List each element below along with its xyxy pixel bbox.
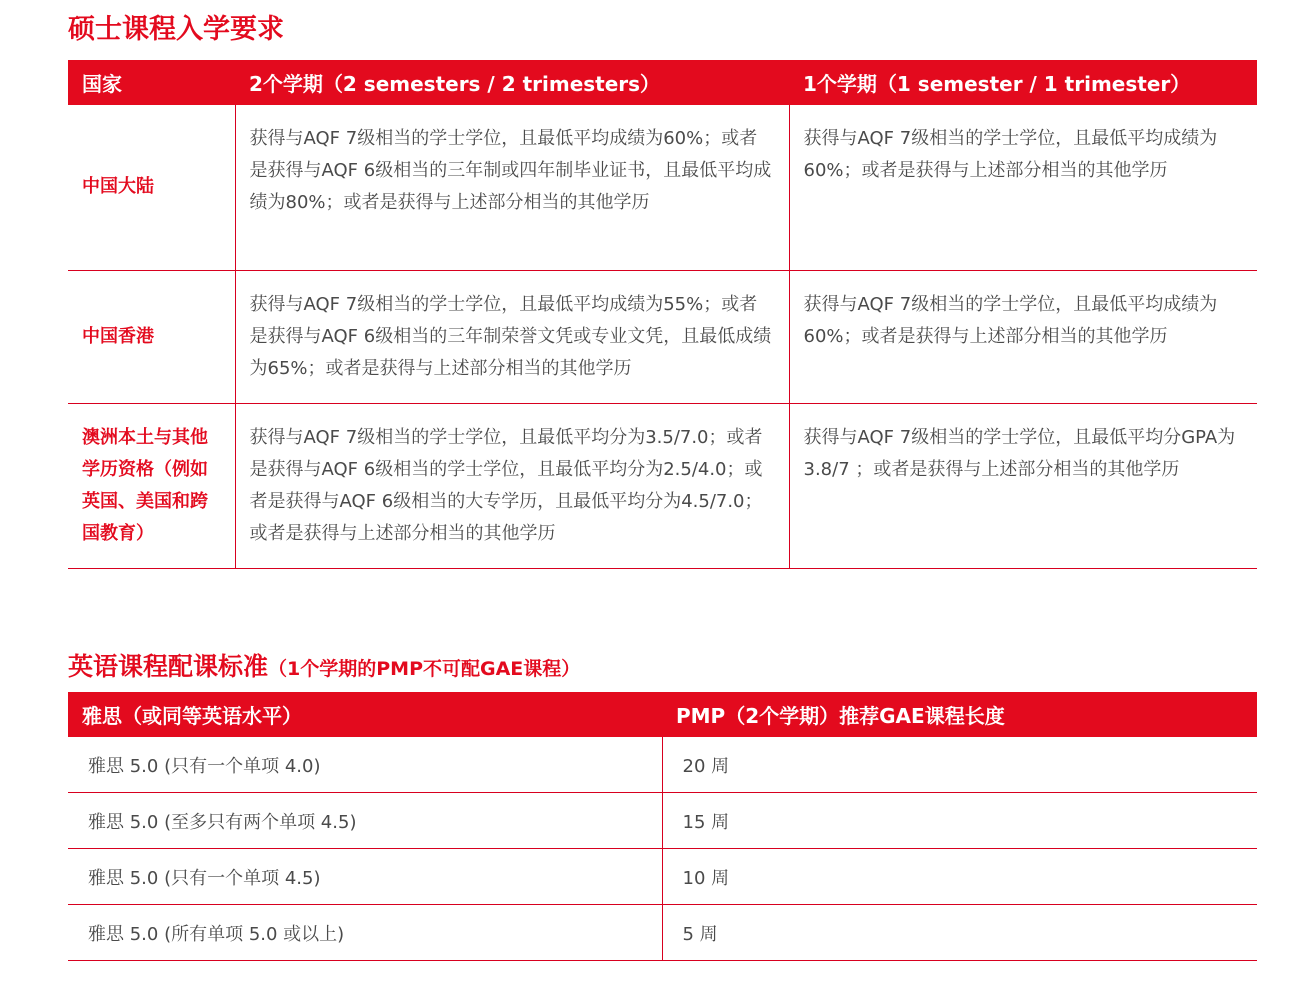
one-semester-requirement: 获得与AQF 7级相当的学士学位，且最低平均成绩为60%；或者是获得与上述部分相当的其他学历: [789, 105, 1257, 270]
table-header-row: [68, 60, 1257, 105]
table-row: [68, 737, 1257, 793]
header-ielts: 雅思（或同等英语水平）: [68, 692, 662, 737]
ielts-score-cell: 雅思 5.0 (至多只有两个单项 4.5): [68, 793, 662, 849]
two-semester-requirement: 获得与AQF 7级相当的学士学位，且最低平均分为3.5/7.0；或者是获得与AQF 6级相当的学士学位，且最低平均分为2.5/4.0；或者是获得与AQF 6级相当的大专学历，且最低平均分为4.5/7.0；或者是获得与上述部分相当的其他学历: [235, 403, 789, 568]
table-row: [68, 849, 1257, 905]
one-semester-requirement: 获得与AQF 7级相当的学士学位，且最低平均成绩为60%；或者是获得与上述部分相当的其他学历: [789, 270, 1257, 403]
table-row: [68, 793, 1257, 849]
header-pmp-gae-length: PMP（2个学期）推荐GAE课程长度: [662, 692, 1257, 737]
header-country: 国家: [68, 60, 235, 105]
ielts-score-cell: 雅思 5.0 (所有单项 5.0 或以上): [68, 905, 662, 961]
table-row: [68, 270, 1257, 403]
gae-weeks-cell: 15 周: [662, 793, 1257, 849]
english-course-title-main: 英语课程配课标准: [68, 652, 269, 681]
table-row: [68, 105, 1257, 270]
gae-weeks-cell: 10 周: [662, 849, 1257, 905]
gae-weeks-cell: 5 周: [662, 905, 1257, 961]
table-row: [68, 403, 1257, 568]
english-course-table: [68, 692, 1257, 961]
gae-weeks-cell: 20 周: [662, 737, 1257, 793]
english-course-title: [68, 648, 580, 688]
table-row: [68, 905, 1257, 961]
masters-requirements-table: [68, 60, 1257, 569]
country-cell: 中国香港: [68, 270, 235, 403]
two-semester-requirement: 获得与AQF 7级相当的学士学位，且最低平均成绩为55%；或者是获得与AQF 6级相当的三年制荣誉文凭或专业文凭，且最低成绩为65%；或者是获得与上述部分相当的其他学历: [235, 270, 789, 403]
two-semester-requirement: 获得与AQF 7级相当的学士学位，且最低平均成绩为60%；或者是获得与AQF 6级相当的三年制或四年制毕业证书，且最低平均成绩为80%；或者是获得与上述部分相当的其他学历: [235, 105, 789, 270]
country-cell: 澳洲本土与其他学历资格（例如英国、美国和跨国教育）: [68, 403, 235, 568]
ielts-score-cell: 雅思 5.0 (只有一个单项 4.0): [68, 737, 662, 793]
one-semester-requirement: 获得与AQF 7级相当的学士学位，且最低平均分GPA为3.8/7 ；或者是获得与上述部分相当的其他学历: [789, 403, 1257, 568]
masters-requirements-title: 硕士课程入学要求: [68, 14, 284, 45]
header-two-semesters: 2个学期（2 semesters / 2 trimesters）: [235, 60, 789, 105]
table-header-row: [68, 692, 1257, 737]
header-one-semester: 1个学期（1 semester / 1 trimester）: [789, 60, 1257, 105]
country-cell: 中国大陆: [68, 105, 235, 270]
ielts-score-cell: 雅思 5.0 (只有一个单项 4.5): [68, 849, 662, 905]
english-course-subtitle: （1个学期的PMP不可配GAE课程）: [268, 658, 581, 680]
